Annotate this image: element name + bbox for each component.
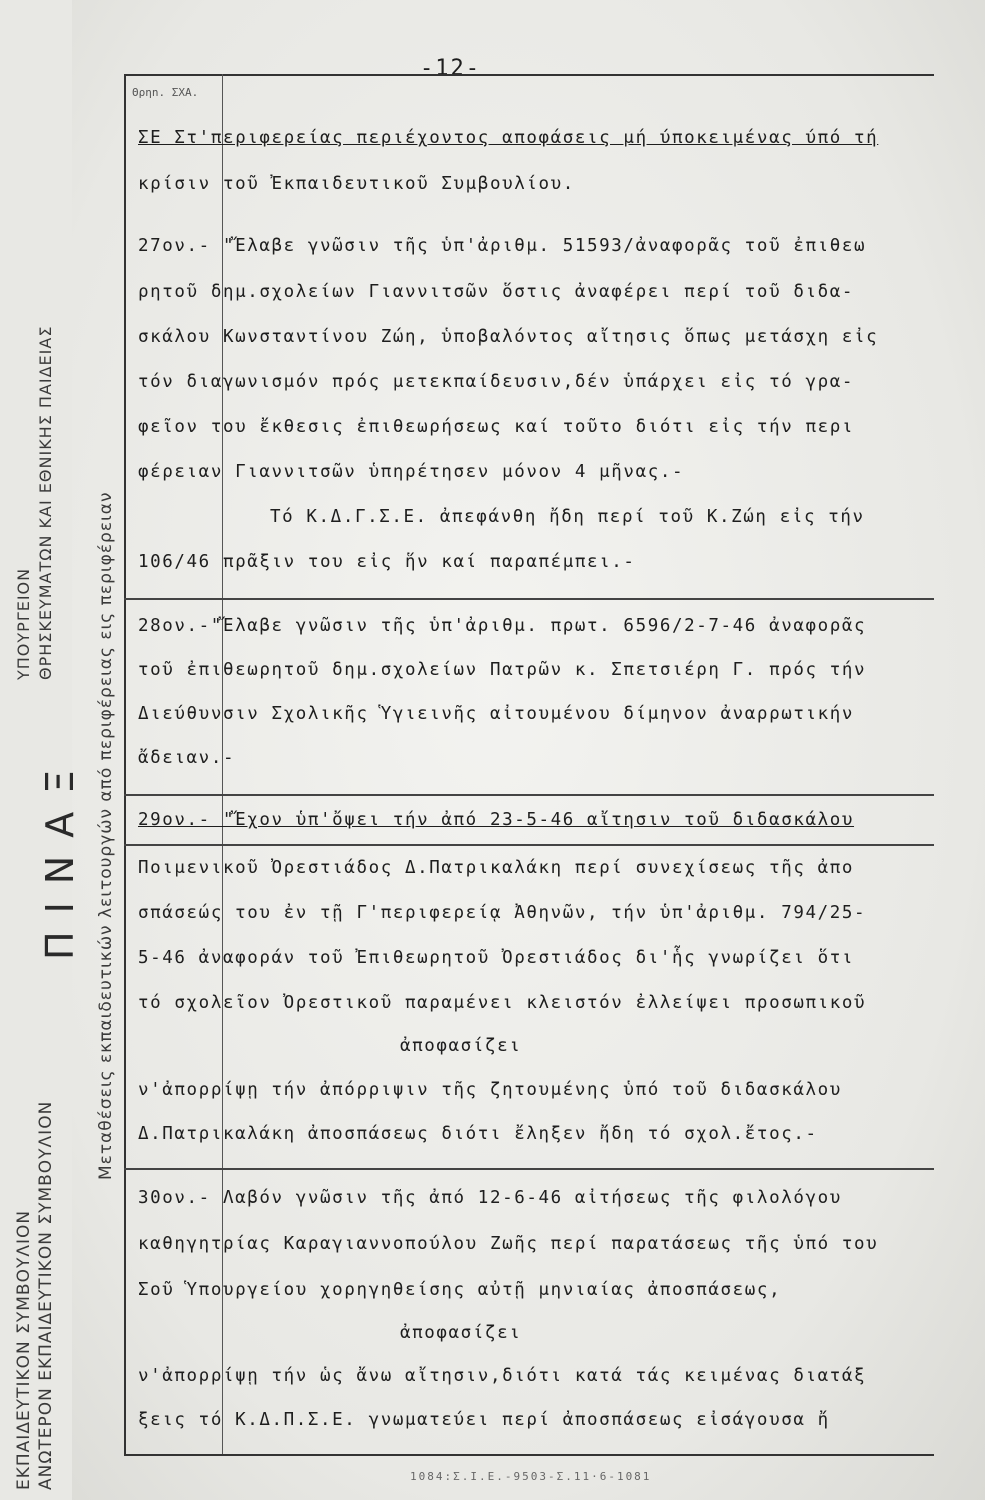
- text-line: ΣΕ Στ'περιφερείας περιέχοντος αποφάσεις μή ύποκειμένας ύπό τή: [138, 128, 879, 148]
- text-line: Σοῦ Ὑπουργείου χορηγηθείσης αὐτῇ μηνιαίας ἀποσπάσεως,: [138, 1280, 782, 1300]
- text-line: τοῦ ἐπιθεωρητοῦ δημ.σχολείων Πατρῶν κ. Σπετσιέρη Γ. πρός τήν: [138, 660, 867, 680]
- transfers-label: Μεταθέσεις εκπαιδευτικών λειτουργών από περιφέρειας εις περιφέρειαν: [96, 491, 116, 1180]
- entry-separator: [124, 598, 934, 600]
- text-line: ν'ἀπορρίψῃ τήν ὡς ἄνω αἴτησιν,διότι κατά τάς κειμένας διατάξ: [138, 1366, 867, 1386]
- side-header: ΠΙΝΑΞ: [38, 751, 82, 960]
- council-label: ΕΚΠΑΙΔΕΥΤΙΚΟΝ ΣΥΜΒΟΥΛΙΟΝ: [14, 1209, 34, 1490]
- text-line: φέρειαν Γιαννιτσῶν ὑπηρέτησεν μόνον 4 μῆνας.-: [138, 462, 685, 482]
- ministry-sub-label: ΘΡΗΣΚΕΥΜΑΤΩΝ ΚΑΙ ΕΘΝΙΚΗΣ ΠΑΙΔΕΙΑΣ: [36, 325, 55, 680]
- text-line: σκάλου Κωνσταντίνου Ζώη, ὑποβαλόντος αἴτησις ὅπως μετάσχη εἰς: [138, 327, 879, 347]
- frame-top-rule: [124, 74, 934, 76]
- printer-footer: 1084:Σ.Ι.Ε.-9503-Σ.11·6-1081: [410, 1470, 652, 1483]
- text-line: 106/46 πρᾶξιν του εἰς ἥν καί παραπέμπει.-: [138, 552, 636, 572]
- text-line: φεῖον του ἔκθεσις ἐπιθεωρήσεως καί τοῦτο διότι εἰς τήν περι: [138, 417, 855, 437]
- entry-27-line: 27ον.- "Ἔλαβε γνῶσιν τῆς ὑπ'ἀριθμ. 51593/ἀναφορᾶς τοῦ ἐπιθεω: [138, 236, 867, 256]
- entry-29-line: 29ον.- "Ἔχον ὑπ'ὄψει τήν ἀπό 23-5-46 αἴτησιν τοῦ διδασκάλου: [138, 810, 855, 830]
- text-line: Τό Κ.Δ.Γ.Σ.Ε. ἀπεφάνθη ἤδη περί τοῦ Κ.Ζώη εἰς τήν: [270, 507, 865, 527]
- frame-bottom-rule: [124, 1454, 934, 1456]
- decision-heading: ἀποφασίζει: [400, 1036, 522, 1056]
- entry-separator: [124, 844, 934, 846]
- text-line: 5-46 ἀναφοράν τοῦ Ἐπιθεωρητοῦ Ὀρεστιάδος δι'ἧς γνωρίζει ὅτι: [138, 948, 855, 968]
- text-line: ξεις τό Κ.Δ.Π.Σ.Ε. γνωματεύει περί ἀποσπάσεως εἰσάγουσα ἤ: [138, 1410, 830, 1430]
- text-line: ἄδειαν.-: [138, 748, 236, 768]
- text-line: Δ.Πατρικαλάκη ἀποσπάσεως διότι ἔληξεν ἤδη τό σχολ.ἔτος.-: [138, 1124, 818, 1144]
- entry-30-line: 30ον.- Λαβόν γνῶσιν τῆς ἀπό 12-6-46 αἰτήσεως τῆς φιλολόγου: [138, 1188, 842, 1208]
- decision-heading: ἀποφασίζει: [400, 1323, 522, 1343]
- text-line: ρητοῦ δημ.σχολείων Γιαννιτσῶν ὅστις ἀναφέρει περί τοῦ διδα-: [138, 282, 855, 302]
- ministry-label: ΥΠΟΥΡΓΕΙΟΝ: [14, 567, 33, 680]
- text-line: σπάσεώς του ἐν τῇ Γ'περιφερείᾳ Ἀθηνῶν, τήν ὑπ'ἀριθμ. 794/25-: [138, 903, 867, 923]
- text-line: τό σχολεῖον Ὀρεστικοῦ παραμένει κλειστόν ἐλλείψει προσωπικοῦ: [138, 993, 867, 1013]
- entry-28-line: 28ον.-"Ἔλαβε γνῶσιν τῆς ὑπ'ἀριθμ. πρωτ. 6596/2-7-46 ἀναφορᾶς: [138, 616, 867, 636]
- text-line: ν'ἀπορρίψῃ τήν ἀπόρριψιν τῆς ζητουμένης ὑπό τοῦ διδασκάλου: [138, 1080, 842, 1100]
- page-number: -12-: [420, 56, 481, 81]
- text-line: Διεύθυνσιν Σχολικῆς Ὑγιεινῆς αἰτουμένου δίμηνον ἀναρρωτικήν: [138, 704, 855, 724]
- entry-separator: [124, 1168, 934, 1170]
- top-stamp: Θρηn. ΣΧΑ.: [132, 86, 199, 99]
- entry-separator: [124, 794, 934, 796]
- text-line: Ποιμενικοῦ Ὀρεστιάδος Δ.Πατρικαλάκη περί συνεχίσεως τῆς ἀπο: [138, 858, 855, 878]
- text-line: καθηγητρίας Καραγιαννοπούλου Ζωῆς περί παρατάσεως τῆς ὑπό του: [138, 1234, 879, 1254]
- frame-left-rule: [124, 74, 126, 1454]
- text-line: τόν διαγωνισμόν πρός μετεκπαίδευσιν,δέν ὑπάρχει εἰς τό γρα-: [138, 372, 855, 392]
- text-line: κρίσιν τοῦ Ἐκπαιδευτικοῦ Συμβουλίου.: [138, 174, 575, 194]
- council-sub-label: ΑΝΩΤΕΡΟΝ ΕΚΠΑΙΔΕΥΤΙΚΟΝ ΣΥΜΒΟΥΛΙΟΝ: [36, 1100, 56, 1490]
